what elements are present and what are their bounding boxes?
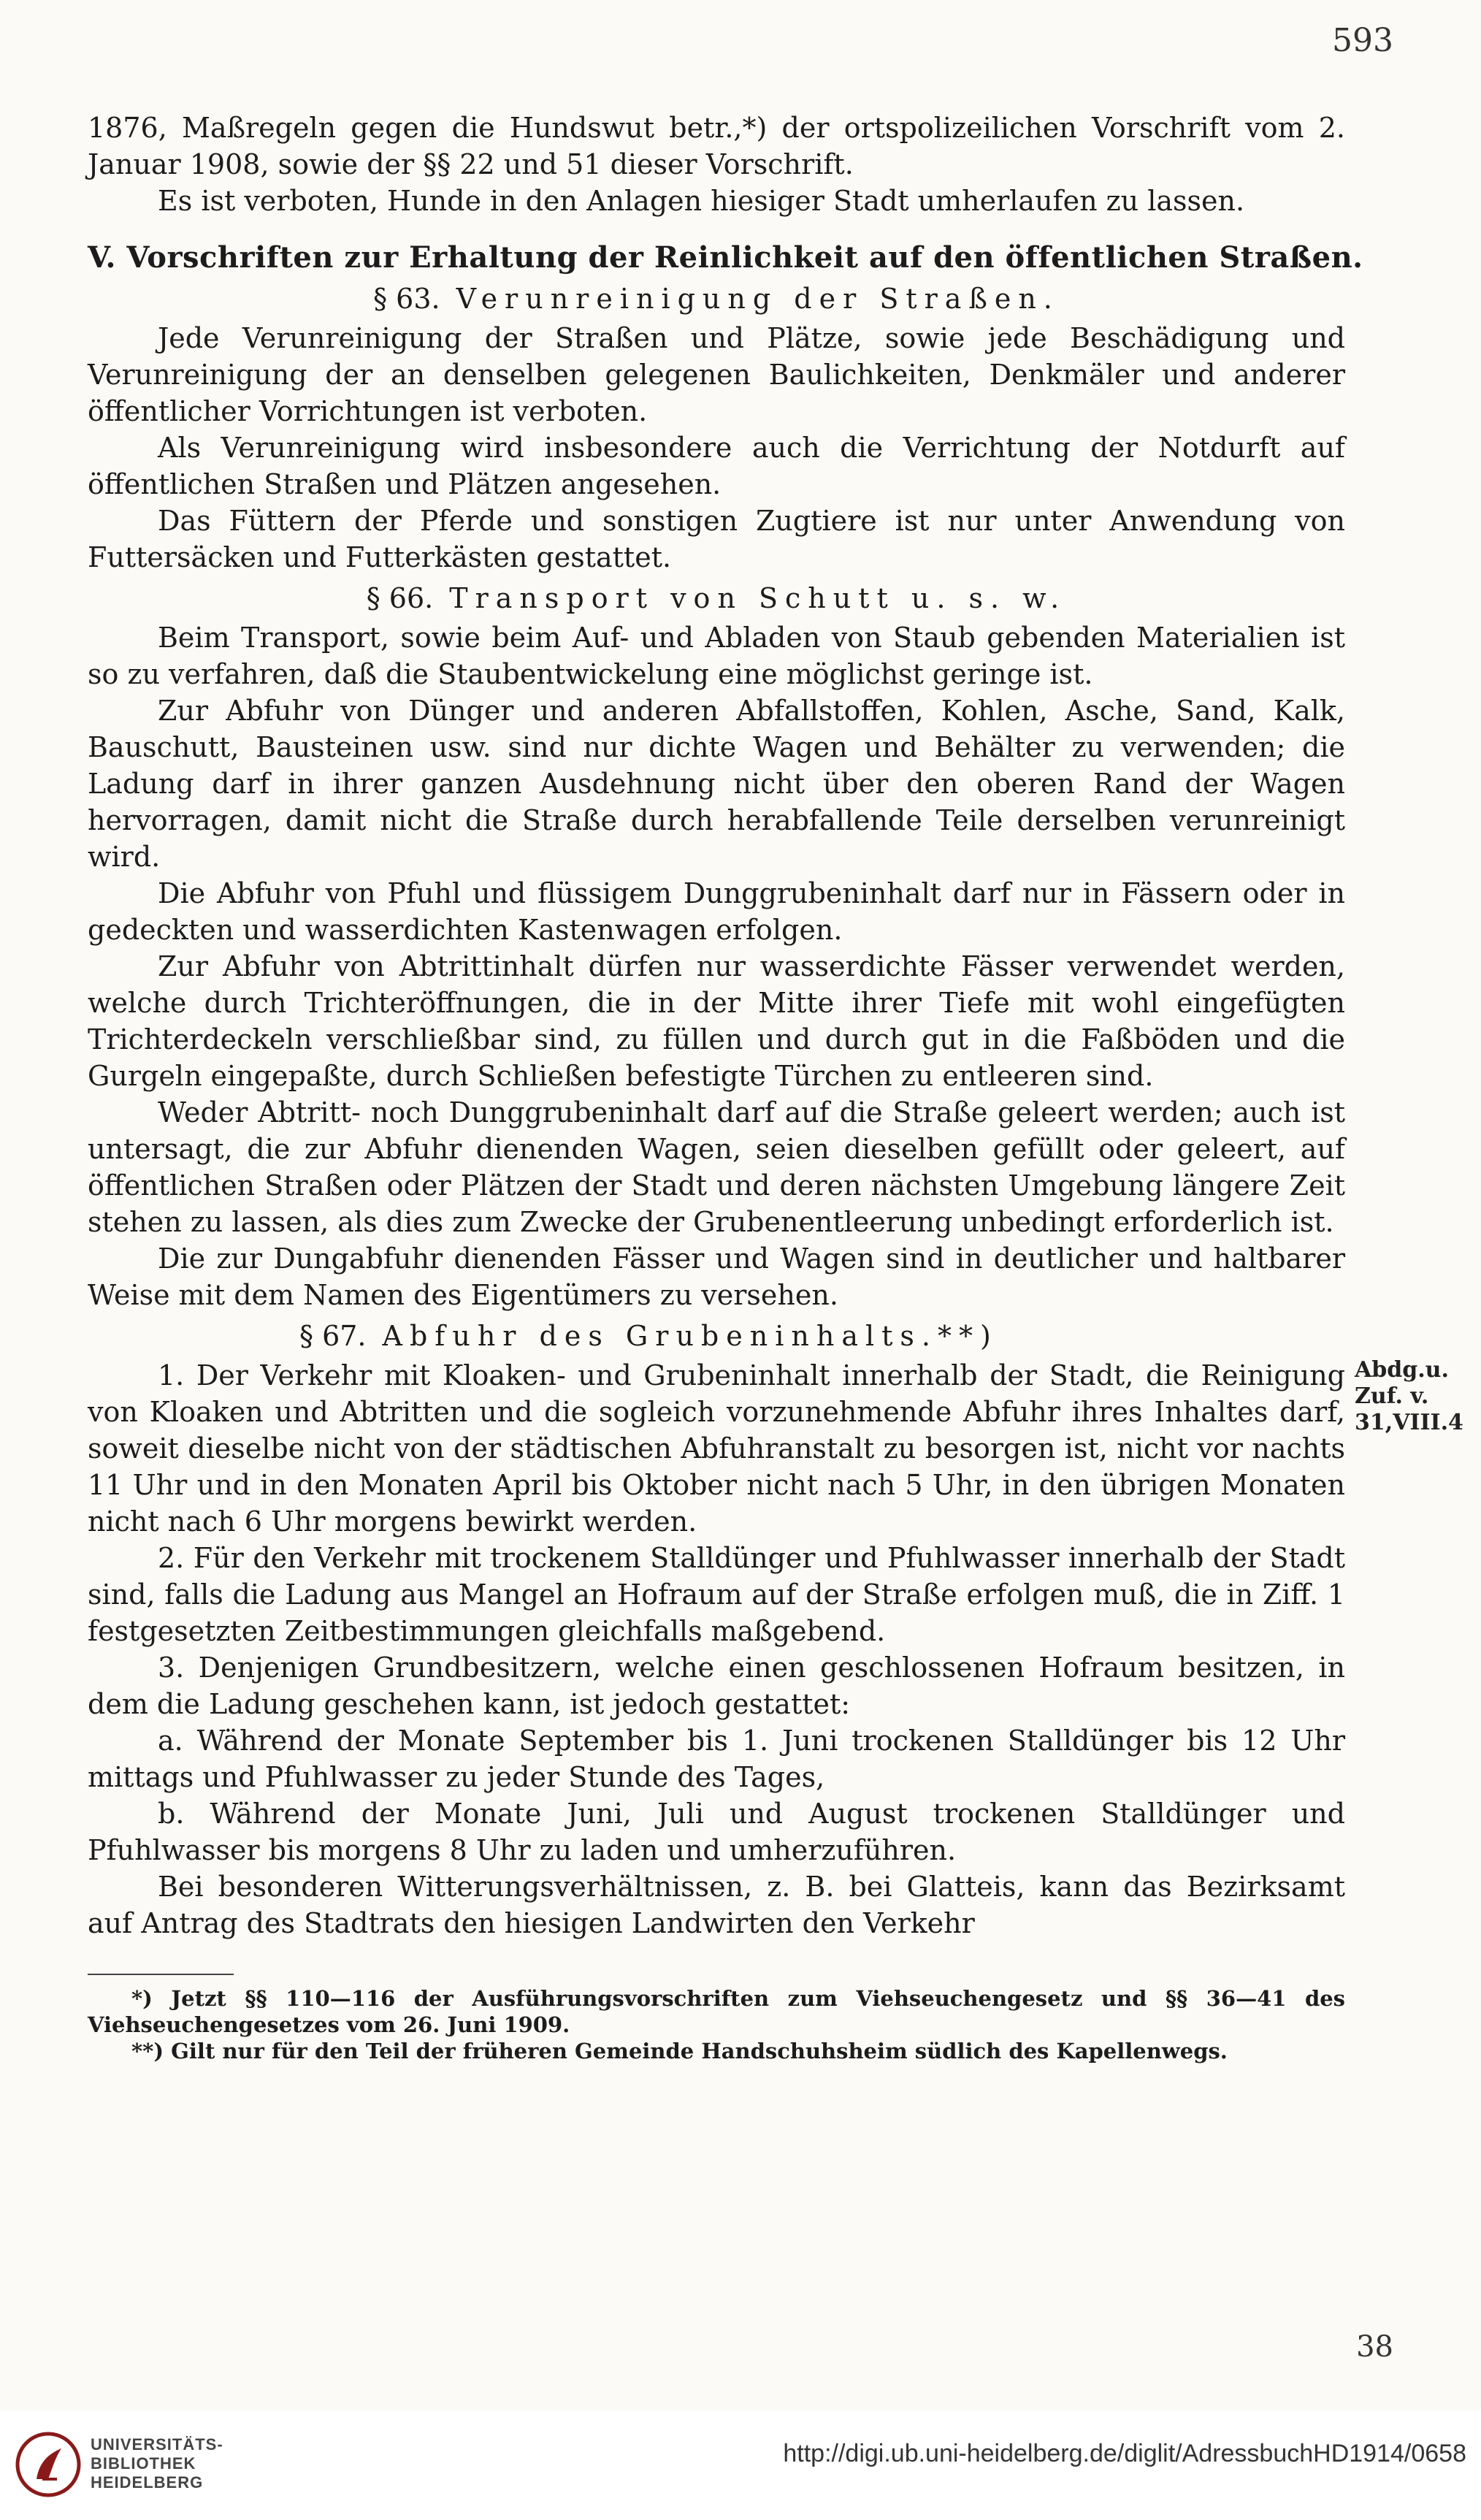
paragraph: Beim Transport, sowie beim Auf- und Abladen von Staub gebenden Materialien ist so zu verfahren, daß die Staubentwickelung eine möglichst geringe ist. [88, 622, 1345, 690]
section-heading-67 [88, 1318, 1345, 1354]
margin-note [1355, 1357, 1479, 1436]
page-number: 593 [1332, 22, 1393, 59]
paragraph: Zur Abfuhr von Dünger und anderen Abfallstoffen, Kohlen, Asche, Sand, Kalk, Bauschutt, Bausteinen usw. sind nur dichte Wagen und Behälter zu verwenden; die Ladung darf in ihrer ganzen Ausdehnung nicht über den oberen Rand der Wagen hervorragen, damit nicht die Straße durch herabfallende Teile derselben verunreinigt wird. [88, 695, 1345, 873]
paragraph: Weder Abtritt- noch Dunggrubeninhalt darf auf die Straße geleert werden; auch ist untersagt, die zur Abfuhr dienenden Wagen, seien dieselben gefüllt oder geleert, auf öffentlichen Straßen oder Plätzen der Stadt und deren nächsten Umgebung längere Zeit stehen zu lassen, als dies zum Zwecke der Grubenentleerung unbedingt erforderlich ist. [88, 1096, 1345, 1238]
paragraph: 2. Für den Verkehr mit trockenem Stalldünger und Pfuhlwasser innerhalb der Stadt sind, falls die Ladung aus Mangel an Hofraum auf der Straße erfolgen muß, die in Ziff. 1 festgesetzten Zeitbestimmungen gleichfalls maßgebend. [88, 1542, 1345, 1647]
section-number: § 63. [373, 283, 440, 315]
paragraph: Bei besonderen Witterungsverhältnissen, z. B. bei Glatteis, kann das Bezirksamt auf Antrag des Stadtrats den hiesigen Landwirten den Verkehr [88, 1871, 1345, 1939]
paragraph: 1. Der Verkehr mit Kloaken- und Grubeninhalt innerhalb der Stadt, die Reinigung von Kloaken und Abtritten und die sogleich vorzunehmende Abfuhr ihres Inhaltes darf, soweit dieselbe nicht von der städtischen Abfuhranstalt zu besorgen ist, nicht vor nachts 11 Uhr und in den Monaten April bis Oktober nicht nach 5 Uhr, in den übrigen Monaten nicht nach 6 Uhr morgens bewirkt werden. [88, 1359, 1345, 1538]
paragraph: Das Füttern der Pferde und sonstigen Zugtiere ist nur unter Anwendung von Futtersäcken und Futterkästen gestattet. [88, 505, 1345, 573]
footnote: *) Jetzt §§ 110—116 der Ausführungsvorschriften zum Viehseuchengesetz und §§ 36—41 des Viehseuchengesetzes vom 26. Juni 1909. [88, 1986, 1345, 2037]
sheet-number: 38 [1356, 2330, 1393, 2364]
chapter-heading: V. Vorschriften zur Erhaltung der Reinlichkeit auf den öffentlichen Straßen. [88, 240, 1363, 275]
digitization-footer [0, 2410, 1481, 2520]
paragraph: b. Während der Monate Juni, Juli und August trockenen Stalldünger und Pfuhlwasser bis morgens 8 Uhr zu laden und umherzuführen. [88, 1798, 1345, 1866]
paragraph: Es ist verboten, Hunde in den Anlagen hiesiger Stadt umherlaufen zu lassen. [158, 185, 1245, 217]
paragraph-with-margin-note [88, 1357, 1463, 1540]
footnote-divider [88, 1974, 234, 1975]
section-title: Abfuhr des Grubeninhalts.**) [382, 1320, 998, 1352]
section-number: § 66. [366, 582, 434, 614]
section-title: Transport von Schutt u. s. w. [449, 582, 1067, 614]
section-heading-63 [88, 280, 1345, 317]
margin-note-line: Abdg.u. [1355, 1357, 1449, 1383]
paragraph: 1876, Maßregeln gegen die Hundswut betr.,*) der ortspolizeilichen Vorschrift vom 2. Januar 1908, sowie der §§ 22 und 51 dieser Vorschrift. [88, 112, 1345, 180]
paragraph: Die Abfuhr von Pfuhl und flüssigem Dunggrubeninhalt darf nur in Fässern oder in gedeckten und wasserdichten Kastenwagen erfolgen. [88, 877, 1345, 946]
paragraph: Die zur Dungabfuhr dienenden Fässer und Wagen sind in deutlicher und haltbarer Weise mit dem Namen des Eigentümers zu versehen. [88, 1242, 1345, 1311]
paragraph: Als Verunreinigung wird insbesondere auch die Verrichtung der Notdurft auf öffentlichen Straßen und Plätzen angesehen. [88, 432, 1345, 500]
margin-note-line: Zuf. v. [1355, 1383, 1429, 1409]
footnote: **) Gilt nur für den Teil der früheren Gemeinde Handschuhsheim südlich des Kapellenwegs. [131, 2039, 1228, 2063]
main-text-column [88, 110, 1463, 2064]
library-name-line: HEIDELBERG [91, 2473, 204, 2492]
paragraph: Zur Abfuhr von Abtrittinhalt dürfen nur wasserdichte Fässer verwendet werden, welche durch Trichteröffnungen, die in der Mitte ihrer Tiefe mit wohl eingefügten Trichterdeckeln verschließbar sind, zu füllen und durch gut in die Faßböden und die Gurgeln eingepaßte, durch Schließen befestigte Türchen zu entleeren sind. [88, 950, 1345, 1092]
margin-note-line: 31,VIII.4 [1355, 1410, 1463, 1435]
section-number: § 67. [299, 1320, 367, 1352]
paragraph: Jede Verunreinigung der Straßen und Plätze, sowie jede Beschädigung und Verunreinigung der an denselben gelegenen Baulichkeiten, Denkmäler und anderer öffentlicher Vorrichtungen ist verboten. [88, 322, 1345, 427]
library-name-line: UNIVERSITÄTS- [91, 2435, 223, 2454]
section-heading-66 [88, 580, 1345, 616]
paragraph: a. Während der Monate September bis 1. Juni trockenen Stalldünger bis 12 Uhr mittags und Pfuhlwasser zu jeder Stunde des Tages, [88, 1725, 1345, 1793]
library-name [91, 2435, 223, 2492]
paragraph: 3. Denjenigen Grundbesitzern, welche einen geschlossenen Hofraum besitzen, in dem die Ladung geschehen kann, ist jedoch gestattet: [88, 1652, 1345, 1720]
source-url-link[interactable]: http://digi.ub.uni-heidelberg.de/diglit/AdressbuchHD1914/0658 [783, 2440, 1466, 2467]
university-library-logo-icon [15, 2431, 82, 2498]
section-title: Verunreinigung der Straßen. [456, 283, 1060, 315]
library-name-line: BIBLIOTHEK [91, 2454, 196, 2473]
